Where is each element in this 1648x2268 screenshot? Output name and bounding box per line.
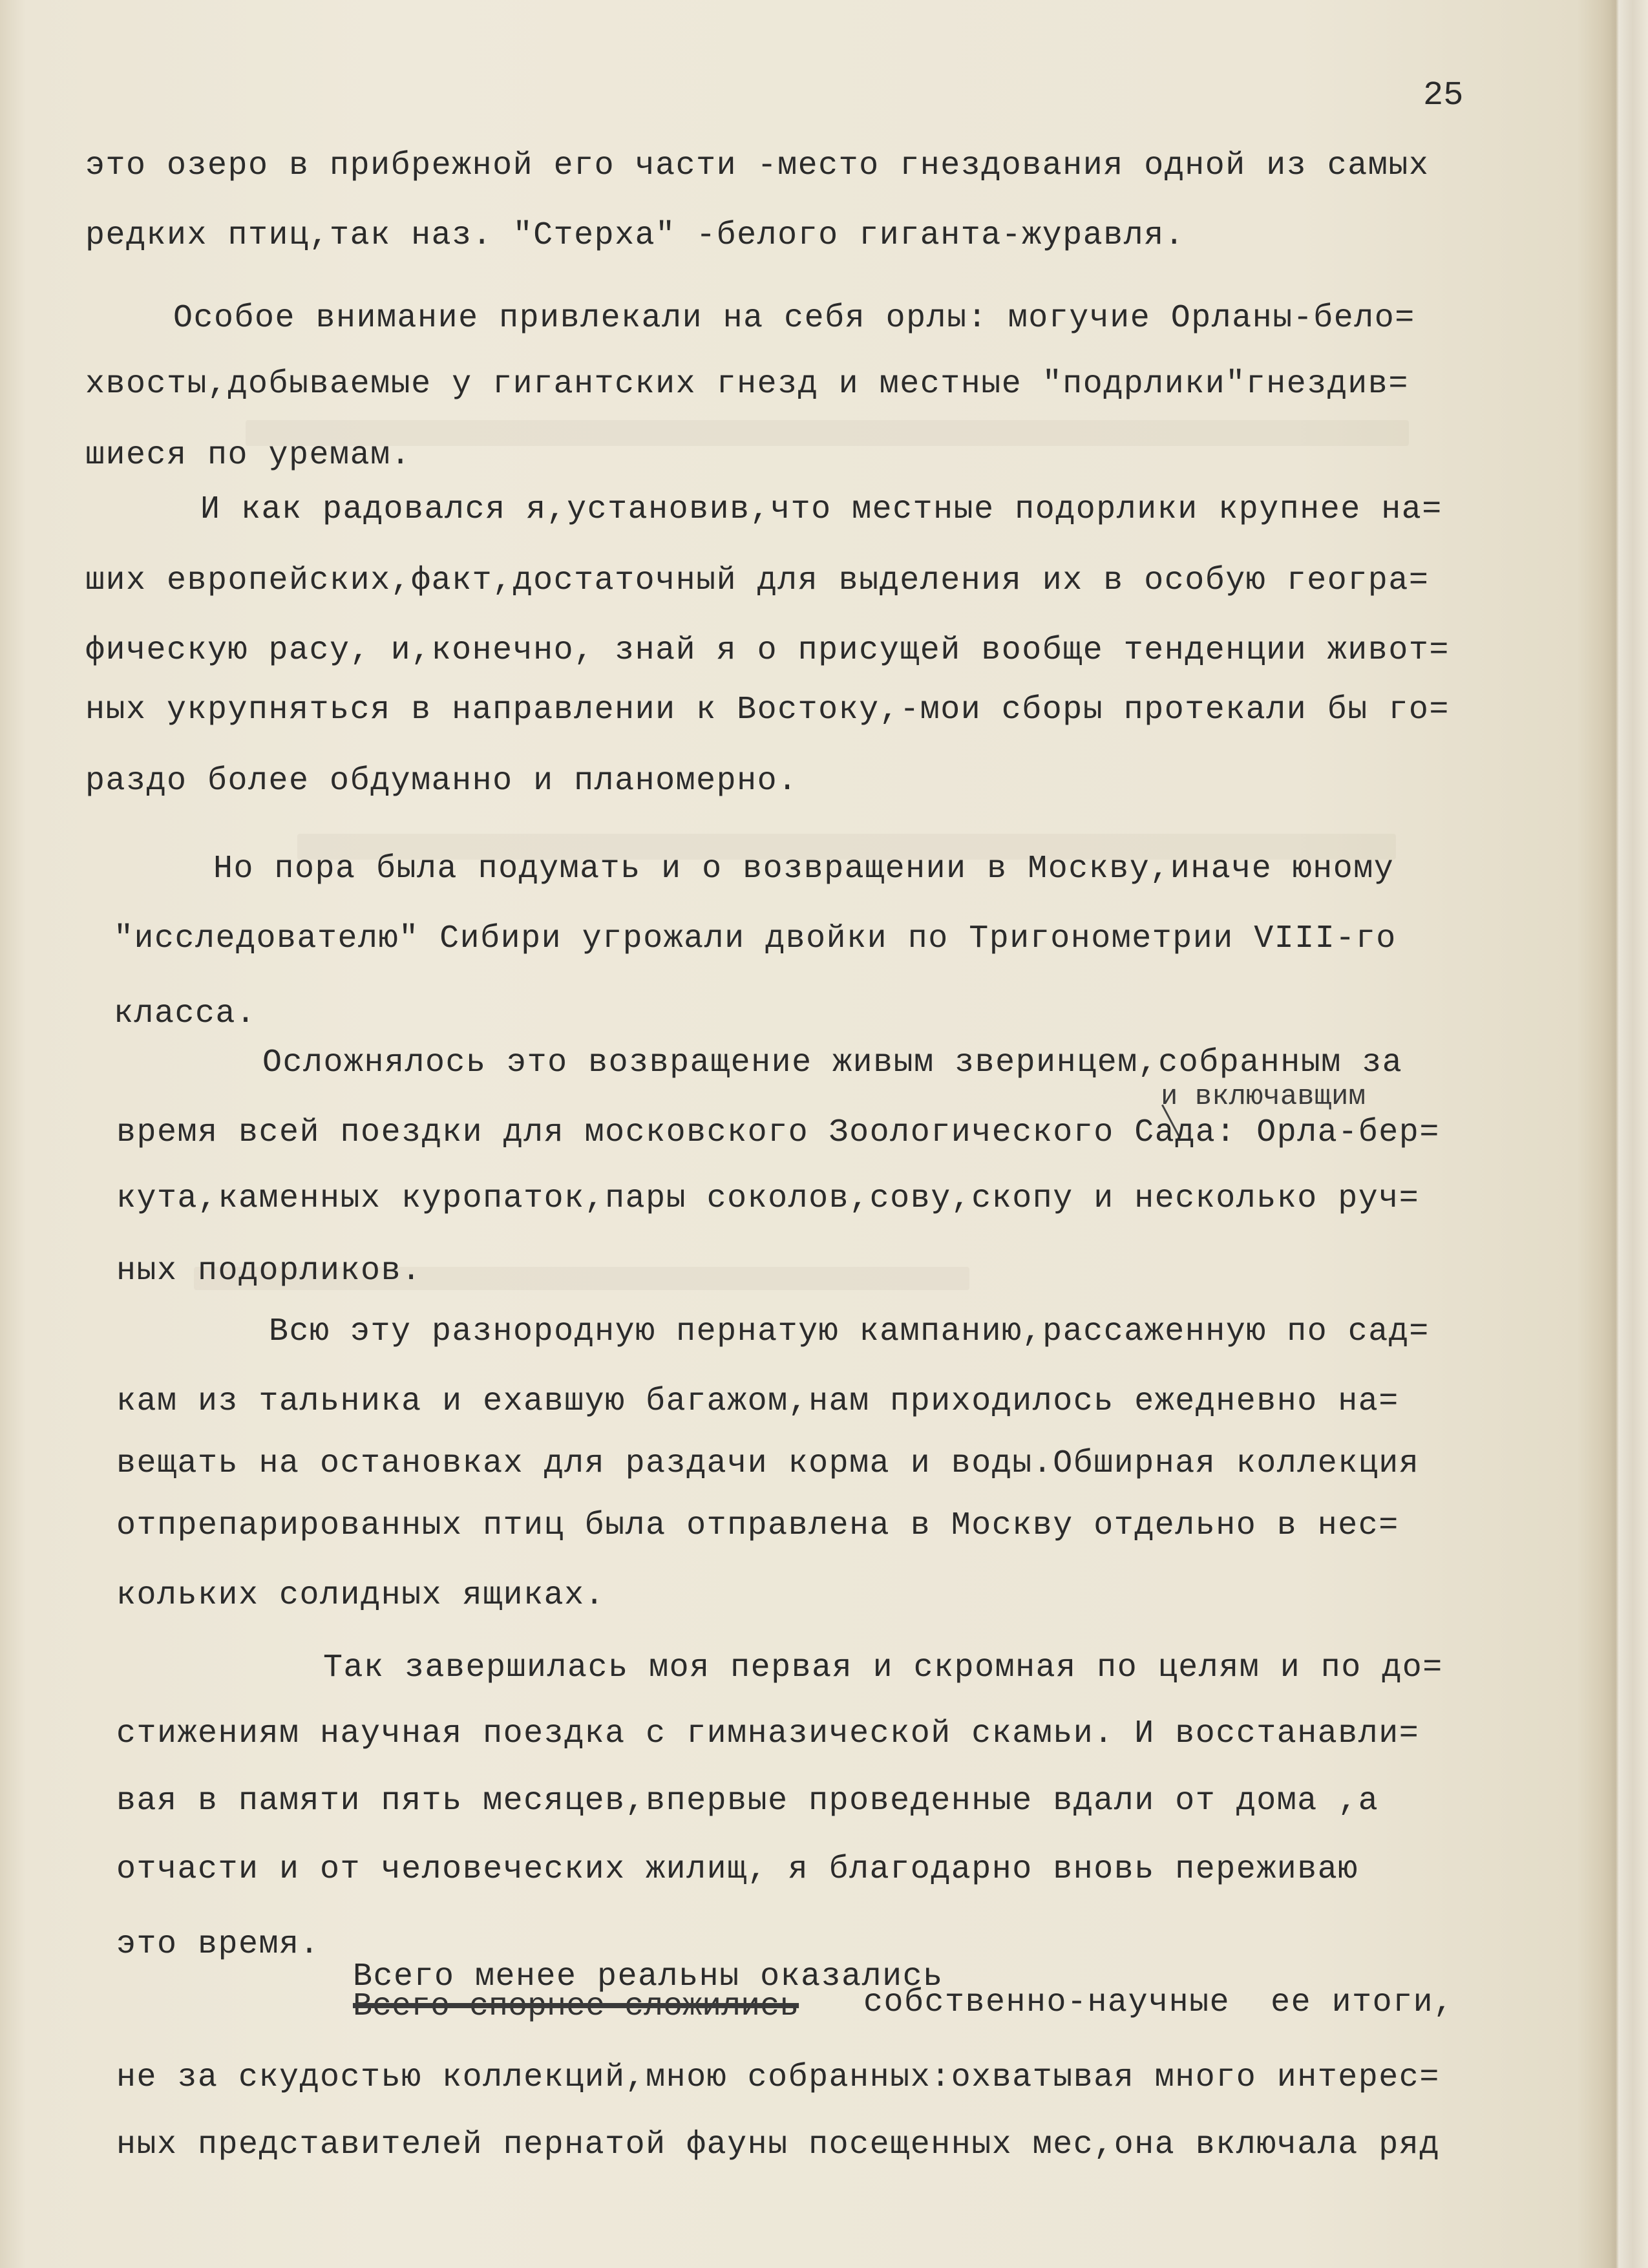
page-edge-shadow <box>1609 0 1648 2268</box>
text-line: фическую расу, и,конечно, знай я о присущей вообще тенденции живот= <box>85 632 1450 669</box>
bleed-through-block <box>246 420 1409 446</box>
text-line: отчасти и от человеческих жилищ, я благодарно вновь переживаю <box>116 1851 1358 1888</box>
page-number: 25 <box>1423 76 1464 114</box>
text-line: ных представителей пернатой фауны посещенных мес,она включала ряд <box>116 2126 1440 2163</box>
text-line: кута,каменных куропаток,пары соколов,сову,скопу и несколько руч= <box>116 1180 1420 1217</box>
text-line: "исследователю" Сибири угрожали двойки по Тригонометрии VIII-го <box>114 920 1397 957</box>
text-line: кольких солидных ящиках. <box>116 1577 606 1614</box>
text-line: редких птиц,так наз. "Стерха" -белого гиганта-журавля. <box>85 217 1185 254</box>
text-line: ных укрупняться в направлении к Востоку,-мои сборы протекали бы го= <box>85 692 1450 728</box>
text-line: это время. <box>116 1926 321 1963</box>
text-line: ших европейских,факт,достаточный для выделения их в особую геогра= <box>85 562 1430 599</box>
struck-out-text: Всего спорнее сложились <box>353 1988 799 2025</box>
handwritten-insertion: и включавщим <box>1161 1081 1366 1113</box>
typed-insertion: Всего менее реальны оказались <box>353 1958 944 1995</box>
text-line: Но пора была подумать и о возвращении в Москву,иначе юному <box>213 851 1395 887</box>
text-line: стижениям научная поездка с гимназической скамьи. И восстанавли= <box>116 1715 1420 1752</box>
text-line: вещать на остановках для раздачи корма и воды.Обширная коллекция <box>116 1445 1420 1482</box>
text-line: не за скудостью коллекций,мною собранных:охватывая много интерес= <box>116 2059 1440 2096</box>
text-line: собственно-научные ее итоги, <box>863 1984 1454 2021</box>
text-line: Так завершилась моя первая и скромная по целям и по до= <box>323 1649 1443 1686</box>
text-line: Особое внимание привлекали на себя орлы: могучие Орланы-бело= <box>173 300 1415 337</box>
text-line: вая в памяти пять месяцев,впервые проведенные вдали от дома ,а <box>116 1783 1379 1819</box>
text-line: класса. <box>114 995 257 1032</box>
text-line: Всю эту разнородную пернатую кампанию,рассаженную по сад= <box>269 1313 1430 1350</box>
text-line: шиеся по уремам. <box>85 437 412 474</box>
text-line: отпрепарированных птиц была отправлена в Москву отдельно в нес= <box>116 1507 1399 1544</box>
text-line: И как радовался я,установив,что местные подорлики крупнее на= <box>200 491 1442 528</box>
text-line: Осложнялось это возвращение живым зверинцем,собранным за <box>262 1044 1403 1081</box>
text-line: кам из тальника и ехавшую багажом,нам приходилось ежедневно на= <box>116 1383 1399 1420</box>
text-line: это озеро в прибрежной его части -место гнездования одной из самых <box>85 147 1430 184</box>
text-line: ных подорликов. <box>116 1253 422 1289</box>
text-line: время всей поездки для московского Зоологического Сада: Орла-бер= <box>116 1114 1440 1151</box>
text-line: раздо более обдуманно и планомерно. <box>85 763 798 800</box>
text-line: хвосты,добываемые у гигантских гнезд и местные "подрлики"гнездив= <box>85 366 1409 403</box>
